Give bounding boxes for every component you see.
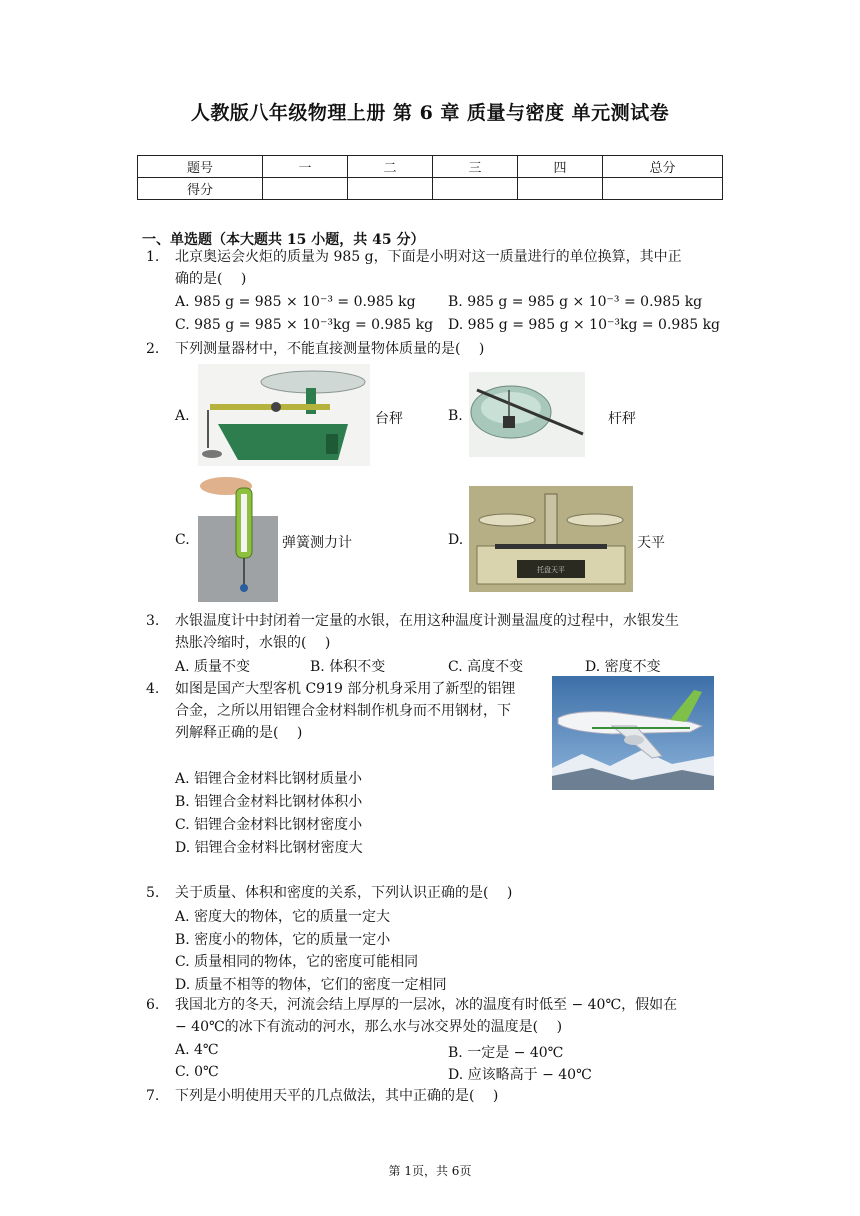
- option-a: A. 密度大的物体，它的质量一定大: [175, 909, 391, 925]
- question-text: 水银温度计中封闭着一定量的水银，在用这种温度计测量温度的过程中，水银发生: [175, 613, 679, 629]
- question-text: 关于质量、体积和密度的关系，下列认识正确的是( ): [175, 885, 513, 901]
- table-cell: 三: [433, 156, 518, 178]
- spring-scale-image: [198, 476, 278, 602]
- platform-scale-image: [198, 364, 370, 466]
- option-b: B. 密度小的物体，它的质量一定小: [175, 932, 391, 948]
- table-cell: 得分: [138, 178, 263, 200]
- page-title: 人教版八年级物理上册 第 6 章 质量与密度 单元测试卷: [190, 102, 670, 124]
- option-a: A. 质量不变: [175, 659, 251, 675]
- c919-airplane-image: [552, 676, 714, 790]
- question-text: 北京奥运会火炬的质量为 985 g，下面是小明对这一质量进行的单位换算，其中正: [175, 249, 682, 265]
- option-b: B. 985 g = 985 g × 10⁻³ = 0.985 kg: [448, 294, 703, 310]
- option-a: A. 4℃: [175, 1042, 219, 1058]
- question-number: 6.: [146, 997, 160, 1013]
- section-heading: 一、单选题（本大题共 15 小题，共 45 分）: [142, 232, 425, 248]
- question-number: 7.: [146, 1088, 160, 1104]
- question-number: 1.: [146, 249, 160, 265]
- option-d: D. 应该略高于 − 40℃: [448, 1067, 592, 1083]
- table-cell: [433, 178, 518, 200]
- option-d: D. 985 g = 985 g × 10⁻³kg = 0.985 kg: [448, 317, 721, 333]
- question-text: − 40℃的冰下有流动的河水，那么水与冰交界处的温度是( ): [175, 1019, 563, 1035]
- option-b-name: 杆秤: [608, 411, 636, 427]
- question-text: 下列测量器材中，不能直接测量物体质量的是( ): [175, 341, 485, 357]
- score-table: [137, 155, 723, 200]
- option-c: C. 铝锂合金材料比钢材密度小: [175, 817, 363, 833]
- option-a: A. 铝锂合金材料比钢材质量小: [175, 771, 363, 787]
- score-table-header-row: [138, 156, 723, 178]
- option-d: D. 质量不相等的物体，它们的密度一定相同: [175, 977, 447, 993]
- option-a-label: A.: [175, 408, 190, 424]
- page-footer: 第 1页，共 6页: [388, 1164, 472, 1178]
- question-text: 确的是( ): [175, 271, 247, 287]
- steelyard-image: [469, 372, 585, 457]
- question-text: 如图是国产大型客机 C919 部分机身采用了新型的铝锂: [175, 681, 516, 697]
- option-c: C. 0℃: [175, 1064, 219, 1080]
- question-number: 2.: [146, 341, 160, 357]
- option-a-name: 台秤: [375, 411, 403, 427]
- option-c: C. 质量相同的物体，它的密度可能相同: [175, 954, 419, 970]
- option-c: C. 高度不变: [448, 659, 524, 675]
- table-cell: 二: [348, 156, 433, 178]
- question-text: 下列是小明使用天平的几点做法，其中正确的是( ): [175, 1088, 499, 1104]
- option-c-label: C.: [175, 532, 190, 548]
- question-number: 5.: [146, 885, 160, 901]
- option-c: C. 985 g = 985 × 10⁻³kg = 0.985 kg: [175, 317, 434, 333]
- table-cell: [263, 178, 348, 200]
- question-text: 列解释正确的是( ): [175, 725, 303, 741]
- balance-image: [469, 486, 633, 592]
- option-d: D. 密度不变: [585, 659, 661, 675]
- option-d: D. 铝锂合金材料比钢材密度大: [175, 840, 363, 856]
- option-a: A. 985 g = 985 × 10⁻³ = 0.985 kg: [175, 294, 416, 310]
- option-b: B. 体积不变: [310, 659, 386, 675]
- option-d-name: 天平: [637, 535, 665, 551]
- score-table-score-row: [138, 178, 723, 200]
- table-cell: [518, 178, 603, 200]
- question-text: 热胀冷缩时，水银的( ): [175, 635, 331, 651]
- balance-plate-text: 托盘天平: [537, 566, 565, 574]
- table-cell: [603, 178, 723, 200]
- option-b: B. 铝锂合金材料比钢材体积小: [175, 794, 363, 810]
- option-b: B. 一定是 − 40℃: [448, 1045, 564, 1061]
- option-b-label: B.: [448, 408, 463, 424]
- table-cell: 总分: [603, 156, 723, 178]
- question-number: 4.: [146, 681, 160, 697]
- table-cell: 一: [263, 156, 348, 178]
- question-text: 我国北方的冬天，河流会结上厚厚的一层冰，冰的温度有时低至 − 40℃，假如在: [175, 997, 678, 1013]
- option-d-label: D.: [448, 532, 464, 548]
- table-cell: 四: [518, 156, 603, 178]
- option-c-name: 弹簧测力计: [282, 535, 352, 551]
- table-cell: 题号: [138, 156, 263, 178]
- table-cell: [348, 178, 433, 200]
- question-text: 合金，之所以用铝锂合金材料制作机身而不用钢材，下: [175, 703, 511, 719]
- question-number: 3.: [146, 613, 160, 629]
